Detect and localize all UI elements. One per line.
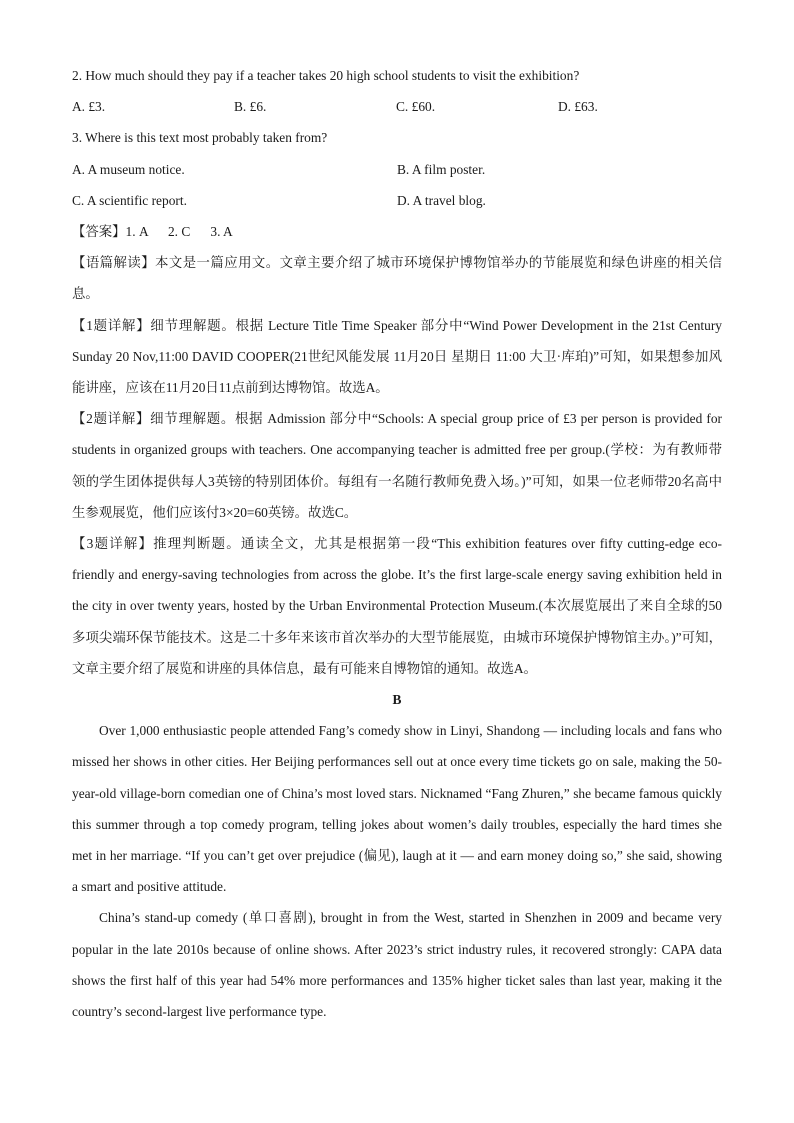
question-3-stem: 3. Where is this text most probably taken from? [72,130,328,146]
question-2-stem: 2. How much should they pay if a teacher takes 20 high school students to visit the exhibition? [72,68,580,83]
q3-option-b: B. A film poster. [397,161,486,177]
analysis-detail-2: 【2题详解】细节理解题。根据 Admission 部分中“Schools: A special group price of £3 per person is provided for students in organized groups with teachers. One accompanying teacher is admitted free per group.(学校：为有教师带领的学生团体提供每人3英镑的特别团体价。每组有一名随行教师免费入场。)”可知，如果一位老师带20名高中生参观展览，他们应该付3×20=60英镑。故选C。 [72,411,722,520]
analysis-detail-1: 【1题详解】细节理解题。根据 Lecture Title Time Speaker 部分中“Wind Power Development in the 21st Century Sunday 20 Nov,11:00 DAVID COOPER(21世纪风能发展 11月20日 星期日 11:00 大卫·库珀)”可知，如果想参加风能讲座，应该在11月20日11点前到达博物馆。故选A。 [72,317,722,396]
question-3-options-row1 [72,154,722,185]
q2-option-b: B. £6. [234,99,267,115]
passage-b-paragraph-1: Over 1,000 enthusiastic people attended Fang’s comedy show in Linyi, Shandong — including locals and fans who missed her shows in other cities. Her Beijing performances sell out at once every time tickets go on sale, making the 50-year-old village-born comedian one of China’s most loved stars. Nicknamed “Fang Zhuren,” she became famous quickly this summer through a top comedy program, telling jokes about women’s daily troubles, especially the hard times she met in her marriage. “If you can’t get over prejudice (偏见), laugh at it — and earn money doing so,” she said, showing a smart and positive attitude. [72,723,722,895]
q2-option-c: C. £60. [396,99,436,115]
section-b-heading: B [392,692,402,708]
analysis-detail-3: 【3题详解】推理判断题。通读全文，尤其是根据第一段“This exhibition features over fifty cutting-edge eco-friendly and energy-saving technologies from across the globe. It’s the first large-scale energy saving exhibition held in the city in over twenty years, hosted by the Urban Environmental Protection Museum.(本次展览展出了来自全球的50多项尖端环保节能技术。这是二十多年来该市首次举办的大型节能展览，由城市环境保护博物馆主办。)”可知，文章主要介绍了展览和讲座的具体信息，最有可能来自博物馆的通知。故选A。 [72,536,722,676]
q3-option-d: D. A travel blog. [397,192,486,208]
passage-b-paragraph-2: China’s stand-up comedy (单口喜剧), brought in from the West, started in Shenzhen in 2009 and became very popular in the late 2010s because of online shows. After 2023’s strict industry rules, it recovered strongly: CAPA data shows the first half of this year had 54% more performances and 135% higher ticket sales than last year, making it the country’s second-largest live performance type. [72,910,722,1020]
q3-option-c: C. A scientific report. [72,192,187,208]
question-2-options [72,91,722,122]
question-3-options-row2 [72,185,722,216]
q3-option-a: A. A museum notice. [72,161,185,177]
answer-key: 【答案】1. A 2. C 3. A [72,224,233,240]
q2-option-d: D. £63. [558,99,598,115]
document-page [72,60,722,1027]
q2-option-a: A. £3. [72,99,106,115]
analysis-intro: 【语篇解读】本文是一篇应用文。文章主要介绍了城市环境保护博物馆举办的节能展览和绿色讲座的相关信息。 [72,255,722,302]
